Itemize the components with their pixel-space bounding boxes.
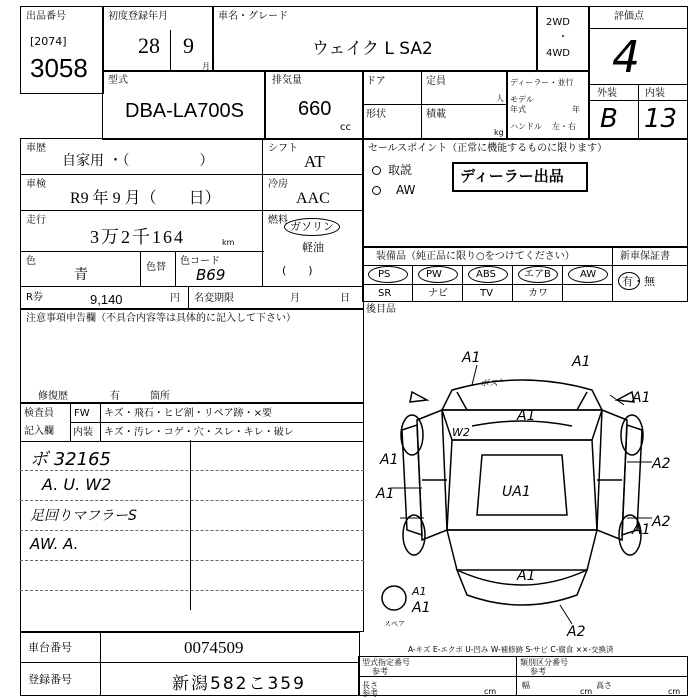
width-cm: cm [580, 687, 593, 696]
mileage-unit: km [222, 238, 235, 247]
inspector-fw-text: キズ・飛石・ヒビ割・リペア跡・×要 [104, 408, 272, 419]
diagram-mark: A1 [517, 408, 536, 424]
regexp-label: 名変期限 [194, 293, 234, 304]
mileage-label: 走行 [26, 215, 46, 226]
cert-ref: 参考 [372, 667, 388, 676]
handle-value: 左・右 [552, 122, 576, 131]
model-year-label: 年式 [510, 105, 526, 114]
rear-seat-label: 後目品 [366, 304, 396, 315]
grade-ext: B [600, 104, 618, 134]
sales-item-2: AW [396, 183, 416, 197]
firstreg-year: 28 [138, 33, 160, 58]
color-value: 青 [74, 267, 88, 283]
type-label: 型式 [108, 75, 128, 86]
capacity-label: 定員 [426, 76, 446, 87]
diagram-mark: A1 [572, 354, 591, 370]
length-ref: 参考 [362, 689, 378, 698]
load-label: 積載 [426, 109, 446, 120]
width-label: 幅 [522, 681, 530, 690]
equip-abs: ABS [476, 269, 496, 280]
inspector-int: 内装 [73, 427, 93, 438]
equip-aw: AW [580, 269, 597, 280]
model-year-unit: 年 [572, 105, 580, 114]
firstreg-month-unit: 月 [202, 62, 210, 71]
repair-value: 有 [110, 391, 120, 402]
equip-leather: カワ [528, 288, 548, 299]
diagram-mark: A2 [567, 624, 586, 640]
diagram-mark: A1 [376, 486, 395, 502]
diagram-mark: A1 [412, 585, 427, 598]
handle-label: ハンドル [510, 122, 542, 131]
warranty-label: 新車保証書 [620, 251, 670, 262]
inspector-label1: 検査員 [24, 408, 54, 419]
length-label: 長さ [362, 681, 378, 690]
drive-4wd: 4WD [546, 48, 570, 59]
height-label: 高さ [596, 681, 612, 690]
fuel-gas: ガソリン [290, 220, 334, 233]
sales-label: セールスポイント（正常に機能するものに限ります） [368, 143, 608, 154]
door-label: ドア [366, 76, 386, 87]
grade-int: 13 [644, 104, 678, 134]
ac-label: 冷房 [268, 179, 288, 190]
regexp-day: 日 [340, 293, 350, 304]
drive-2wd: 2WD [546, 17, 570, 28]
shift-label: シフト [268, 143, 298, 154]
class-label: 類別区分番号 [520, 658, 568, 667]
grade-score: 4 [612, 32, 640, 83]
repair-label: 修復歴 [38, 391, 68, 402]
notes-label: 注意事項申告欄（不具合内容等は具体的に記入して下さい） [26, 313, 296, 324]
repair-place: 箇所 [150, 391, 170, 402]
inspector-int-text: キズ・汚レ・コゲ・穴・スレ・キレ・破レ [104, 427, 294, 438]
shift-value: AT [304, 152, 325, 171]
sales-item-1: 取説 [388, 163, 413, 177]
handwritten-line-4: AW. A. [30, 535, 79, 553]
lot-code: [2074] [30, 35, 67, 48]
color-label: 色 [26, 256, 36, 267]
firstreg-month: 9 [183, 33, 194, 58]
equip-ps: PS [378, 269, 391, 280]
displacement-value: 660 [298, 98, 332, 120]
lot-number: 3058 [30, 53, 88, 83]
capacity-unit: 人 [496, 94, 504, 103]
length-cm: cm [484, 687, 497, 696]
mileage-value: 3万2千164 [90, 227, 185, 247]
grade-ext-label: 外装 [597, 88, 617, 99]
equipment-label: 装備品（純正品に限り○をつけてください） [376, 251, 575, 262]
equip-pw: PW [426, 269, 442, 280]
history-value: 自家用 ・（ ） [62, 153, 214, 169]
regexp-month: 月 [290, 293, 300, 304]
diagram-mark: A2 [652, 456, 671, 472]
handwritten-line-3: 足回りマフラーS [30, 508, 137, 524]
plate-label: 登録番号 [28, 673, 72, 686]
carno-value: 0074509 [184, 638, 244, 657]
grade-int-label: 内装 [645, 88, 665, 99]
equip-airbag: エアB [524, 269, 551, 280]
model-label-small: モデル [510, 95, 534, 104]
ac-value: AAC [296, 190, 330, 207]
firstreg-label: 初度登録年月 [108, 11, 168, 22]
equip-navi: ナビ [428, 288, 448, 299]
equip-tv: TV [480, 288, 493, 299]
height-cm: cm [668, 687, 681, 696]
plate-value: 新潟582こ359 [172, 674, 306, 694]
carno-label: 車台番号 [28, 641, 72, 654]
diagram-mark: A1 [517, 568, 536, 584]
fuel-diesel: 軽油 [302, 241, 324, 254]
inspection-label: 車検 [26, 179, 46, 190]
grade-label: 評価点 [614, 11, 644, 22]
inspector-label2: 記入欄 [24, 426, 54, 437]
damage-legend: A-キズ E-エクボ U-凹み W-補修跡 S-サビ C-腐食 ××-交換済 [408, 645, 614, 654]
inspector-fw: FW [74, 408, 90, 419]
diagram-mark: A1 [380, 452, 399, 468]
spare-label: スペア [384, 620, 405, 628]
displacement-label: 排気量 [272, 75, 302, 86]
recycle-label: R券 [26, 292, 43, 303]
handwritten-line-2: A. U. W2 [42, 475, 112, 494]
recycle-value: 9,140 [90, 292, 123, 307]
history-label: 車歴 [26, 143, 46, 154]
firstreg-divider [170, 30, 171, 72]
equip-sr: SR [378, 288, 392, 299]
diagram-mark: W2 [452, 426, 470, 439]
diagram-mark: A1 [632, 522, 651, 538]
sales-bullet-1 [372, 166, 381, 175]
dealer-stamp-text: ディーラー出品 [460, 167, 564, 185]
colorcode-label: 色コード [180, 256, 220, 267]
shape-label: 形状 [366, 109, 386, 120]
diagram-mark: A1 [462, 350, 481, 366]
fuel-label: 燃料 [268, 215, 288, 226]
class-ref: 参考 [530, 667, 546, 676]
model-label: 車名・グレード [218, 11, 288, 22]
sales-bullet-2 [372, 186, 381, 195]
diagram-mark: ボス゛ [480, 379, 508, 389]
colorcode-value: B69 [196, 266, 226, 284]
repaint-label: 色替 [146, 262, 166, 273]
fuel-paren: ( ) [282, 264, 313, 277]
load-unit: kg [494, 128, 504, 137]
recycle-unit: 円 [170, 293, 180, 304]
cert-label: 型式指定番号 [362, 658, 410, 667]
diagram-mark: A2 [652, 514, 671, 530]
diagram-mark: A1 [412, 600, 431, 616]
model-value: ウェイク L SA2 [312, 39, 433, 59]
type-value: DBA-LA700S [125, 100, 244, 122]
dealer-import-label: ディーラー・並行 [510, 78, 574, 87]
car-diagram [362, 330, 688, 640]
lot-label: 出品番号 [26, 11, 66, 22]
handwritten-line-1: ボ 32165 [30, 449, 111, 470]
displacement-unit: cc [340, 122, 351, 133]
warranty-value: 有・無 [622, 275, 655, 288]
diagram-mark: UA1 [502, 484, 531, 500]
drive-sep: ・ [558, 32, 568, 43]
diagram-mark: A1 [632, 390, 651, 406]
inspection-value: R9 年 9 月（ 日） [70, 190, 221, 207]
